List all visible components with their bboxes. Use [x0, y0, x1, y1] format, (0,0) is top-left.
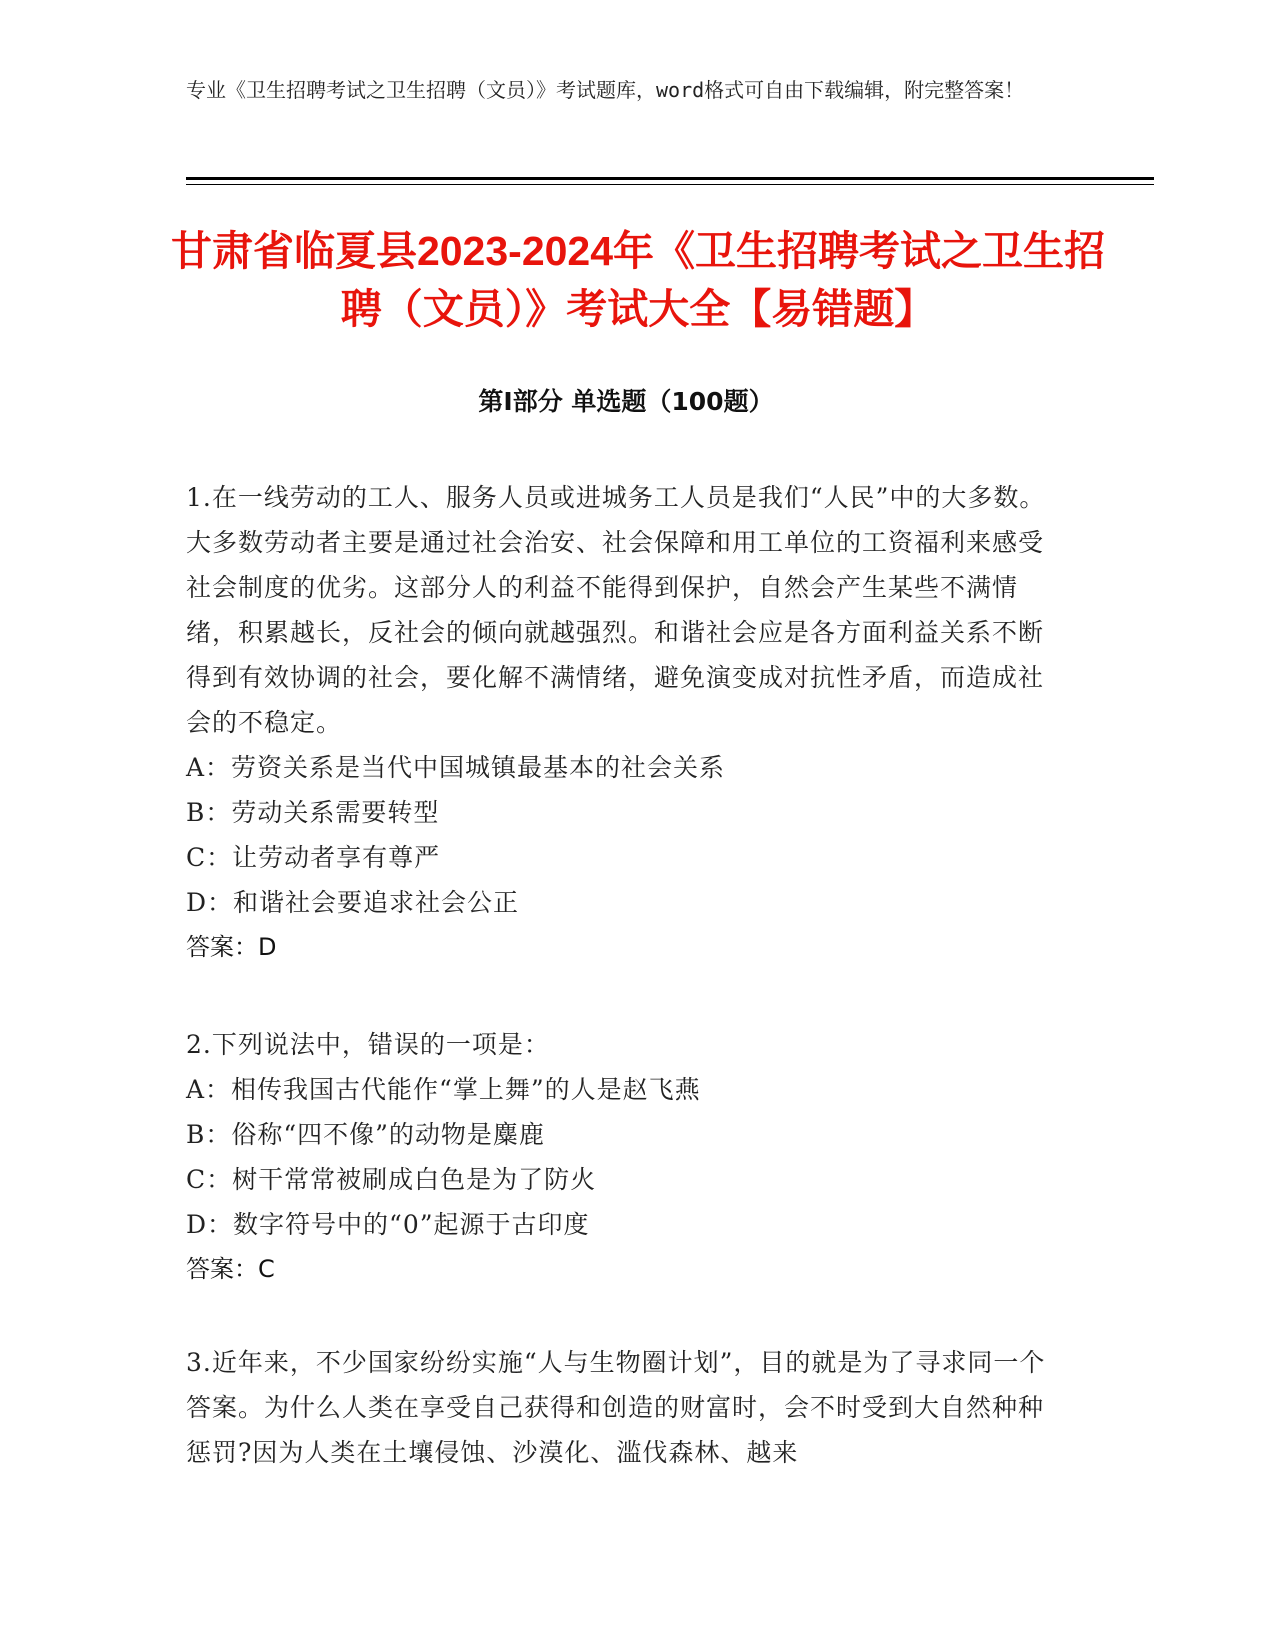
header-divider-thick [186, 177, 1154, 180]
question-3 [186, 1340, 1066, 1475]
option-b: B：劳动关系需要转型 [186, 798, 440, 827]
option-a: A：相传我国古代能作“掌上舞”的人是赵飞燕 [186, 1075, 701, 1104]
option-c: C：树干常常被刷成白色是为了防火 [186, 1165, 597, 1194]
header-note: 专业《卫生招聘考试之卫生招聘（文员）》考试题库，word格式可自由下载编辑，附完整答案！ [186, 78, 1025, 102]
answer: 答案：D [186, 933, 277, 961]
question-2 [186, 1022, 1066, 1292]
option-d: D：数字符号中的“0”起源于古印度 [186, 1210, 590, 1239]
header-divider-thin [186, 184, 1154, 185]
section-title: 第Ⅰ部分 单选题（100题） [478, 387, 774, 416]
question-text: 2.下列说法中，错误的一项是： [186, 1030, 550, 1059]
document-title: 甘肃省临夏县2023-2024年《卫生招聘考试之卫生招聘（文员）》考试大全【易错题】 [170, 228, 1106, 332]
option-d: D：和谐社会要追求社会公正 [186, 888, 520, 917]
option-b: B：俗称“四不像”的动物是麋鹿 [186, 1120, 545, 1149]
question-text: 3.近年来，不少国家纷纷实施“人与生物圈计划”，目的就是为了寻求同一个答案。为什么人类在享受自己获得和创造的财富时，会不时受到大自然种种惩罚?因为人类在土壤侵蚀、沙漠化、滥伐森林、越来 [186, 1348, 1046, 1467]
question-1 [186, 475, 1066, 970]
option-a: A：劳资关系是当代中国城镇最基本的社会关系 [186, 753, 726, 782]
option-c: C：让劳动者享有尊严 [186, 843, 441, 872]
answer: 答案：C [186, 1255, 275, 1283]
question-text: 1.在一线劳动的工人、服务人员或进城务工人员是我们“人民”中的大多数。大多数劳动者主要是通过社会治安、社会保障和用工单位的工资福利来感受社会制度的优劣。这部分人的利益不能得到保护，自然会产生某些不满情绪，积累越长，反社会的倾向就越强烈。和谐社会应是各方面利益关系不断得到有效协调的社会，要化解不满情绪，避免演变成对抗性矛盾，而造成社会的不稳定。 [186, 483, 1046, 737]
